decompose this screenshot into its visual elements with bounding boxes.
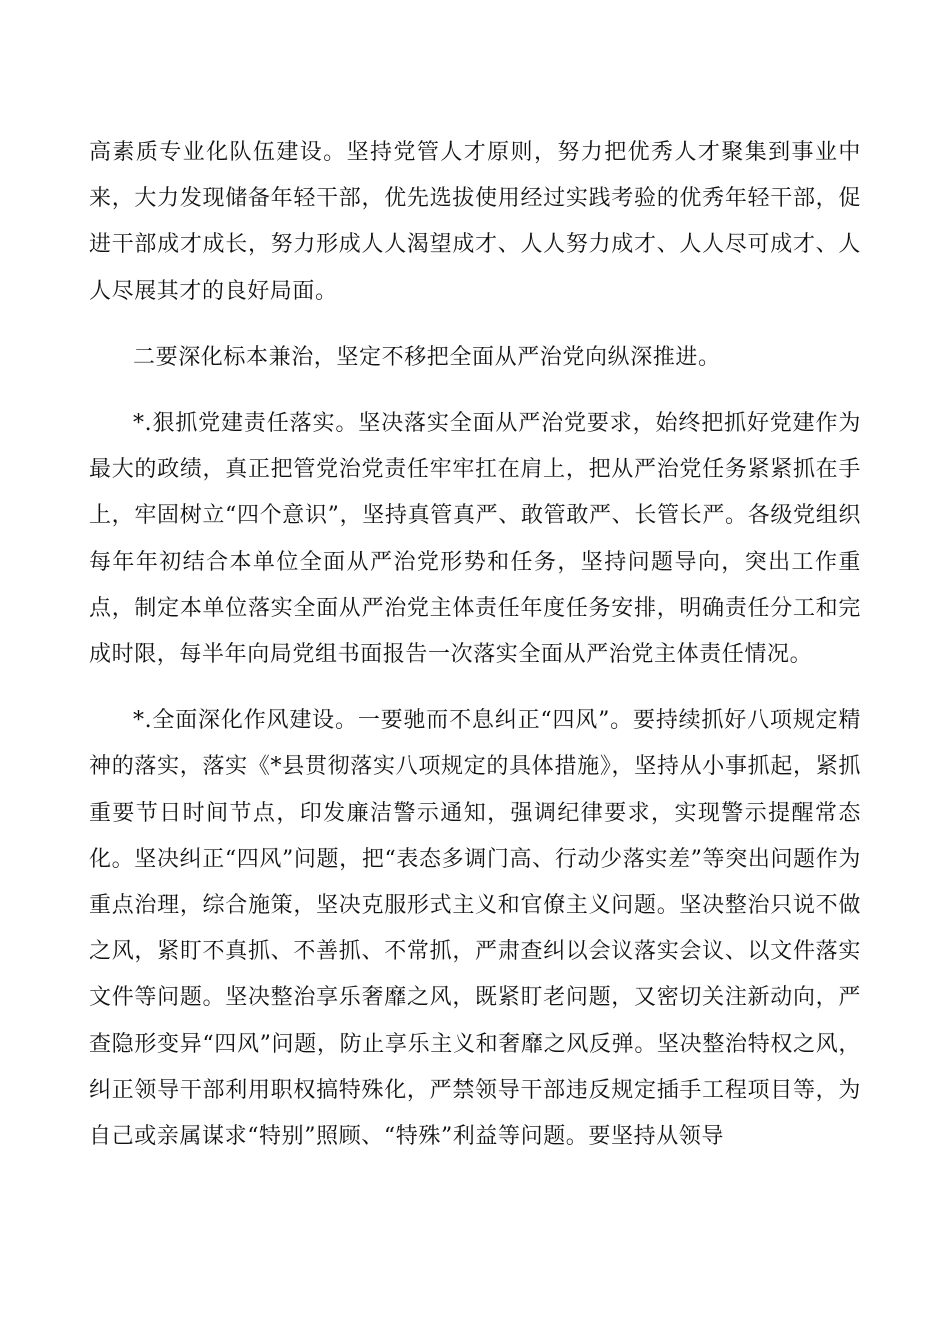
paragraph-gap — [89, 381, 861, 401]
section-heading: 二要深化标本兼治，坚定不移把全面从严治党向纵深推进。 — [133, 344, 721, 370]
paragraph-gap — [89, 315, 861, 335]
paragraph-continuation: 高素质专业化队伍建设。坚持党管人才原则，努力把优秀人才聚集到事业中来，大力发现储备年轻干部，优先选拔使用经过实践考验的优秀年轻干部，促进干部成才成长，努力形成人人渴望成才、人人努力成才、人人尽可成才、人人尽展其才的良好局面。 — [89, 140, 861, 304]
paragraph-work-style: *.全面深化作风建设。一要驰而不息纠正“四风”。要持续抓好八项规定精神的落实，落实《*县贯彻落实八项规定的具体措施》，坚持从小事抓起，紧抓重要节日时间节点，印发廉洁警示通知，强调纪律要求，实现警示提醒常态化。坚决纠正“四风”问题，把“表态多调门高、行动少落实差”等突出问题作为重点治理，综合施策，坚决克服形式主义和官僚主义问题。坚决整治只说不做之风，紧盯不真抓、不善抓、不常抓，严肃查纠以会议落实会议、以文件落实文件等问题。坚决整治享乐奢靡之风，既紧盯老问题，又密切关注新动向，严查隐形变异“四风”问题，防止享乐主义和奢靡之风反弹。坚决整治特权之风，纠正领导干部利用职权搞特殊化，严禁领导干部违反规定插手工程项目等，为自己或亲属谋求“特别”照顾、“特殊”利益等问题。要坚持从领导 — [89, 708, 861, 1150]
paragraph-party-responsibility: *.狠抓党建责任落实。坚决落实全面从严治党要求，始终把抓好党建作为最大的政绩，真正把管党治党责任牢牢扛在肩上，把从严治党任务紧紧抓在手上，牢固树立“四个意识”，坚持真管真严、敢管敢严、长管长严。各级党组织每年年初结合本单位全面从严治党形势和任务，坚持问题导向，突出工作重点，制定本单位落实全面从严治党主体责任年度任务安排，明确责任分工和完成时限，每半年向局党组书面报告一次落实全面从严治党主体责任情况。 — [89, 411, 861, 668]
paragraph-gap — [89, 678, 861, 698]
document-body — [89, 130, 861, 1160]
